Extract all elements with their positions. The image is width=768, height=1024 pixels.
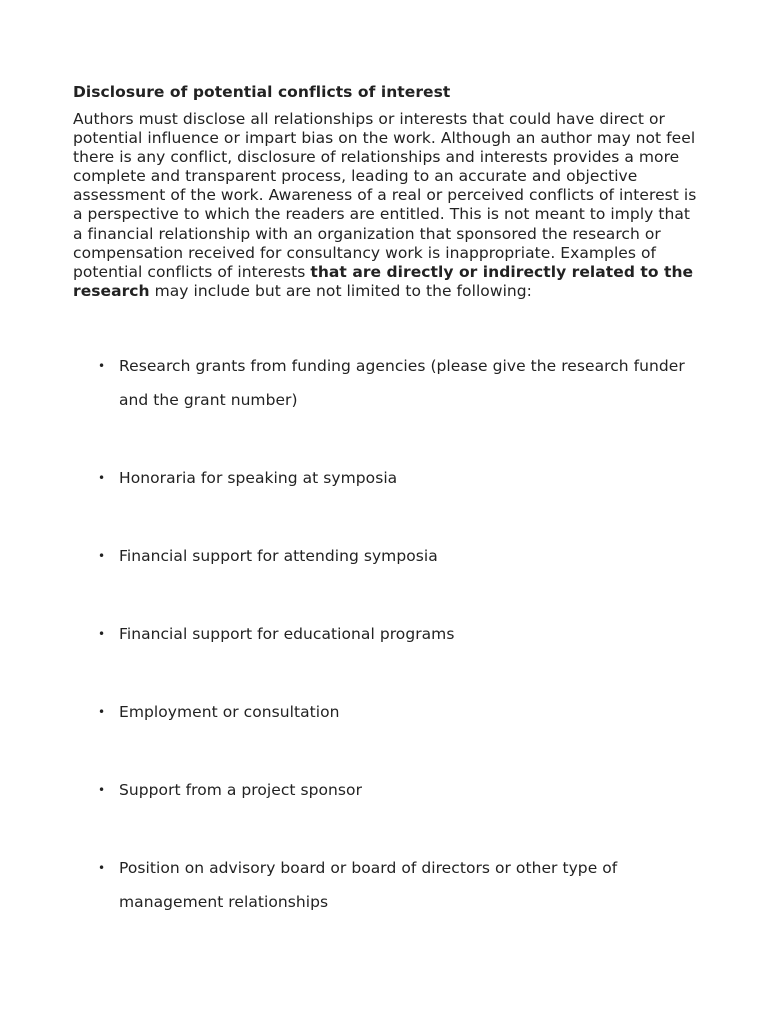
list-item bbox=[98, 349, 688, 417]
list-item-text: Financial support for attending symposia bbox=[119, 547, 438, 565]
bullet-icon: • bbox=[98, 471, 106, 485]
list-item-text: Employment or consultation bbox=[119, 703, 340, 721]
list-item-text: Research grants from funding agencies (please give the research funder and the grant number) bbox=[119, 357, 685, 409]
list-item bbox=[98, 851, 688, 919]
paragraph-bold-text: that are directly or indirectly related to the research bbox=[73, 262, 694, 300]
bullet-icon: • bbox=[98, 783, 106, 797]
list-item-text: Position on advisory board or board of directors or other type of management relationships bbox=[119, 859, 618, 911]
bullet-icon: • bbox=[98, 705, 106, 719]
paragraph-text-part2: may include but are not limited to the following: bbox=[149, 281, 532, 300]
bullet-icon: • bbox=[98, 861, 106, 875]
document-page bbox=[73, 81, 698, 911]
paragraph-text-part1: Authors must disclose all relationships or interests that could have direct or potential influence or impart bias on the work. Although an author may not feel there is any conflict, disclosure of relationships and interests provides a more complete and transparent process, leading to an accurate and objective assessment of the work. Awareness of a real or perceived conflicts of interest is a perspective to which the readers are entitled. This is not meant to imply that a financial relationship with an organization that sponsored the research or compensation received for consultancy work is inappropriate. Examples of potential conflicts of interests bbox=[73, 110, 697, 281]
list-item bbox=[98, 617, 688, 651]
list-item-text: Support from a project sponsor bbox=[119, 781, 362, 799]
section-heading: Disclosure of potential conflicts of interest bbox=[73, 83, 451, 101]
list-item bbox=[98, 695, 688, 729]
intro-paragraph bbox=[73, 110, 698, 301]
conflicts-list bbox=[98, 349, 688, 963]
list-item bbox=[98, 539, 688, 573]
list-item-text: Financial support for educational programs bbox=[119, 625, 455, 643]
list-item bbox=[98, 461, 688, 495]
list-item bbox=[98, 773, 688, 807]
bullet-icon: • bbox=[98, 359, 106, 373]
bullet-icon: • bbox=[98, 549, 106, 563]
bullet-icon: • bbox=[98, 627, 106, 641]
list-item-text: Honoraria for speaking at symposia bbox=[119, 469, 398, 487]
